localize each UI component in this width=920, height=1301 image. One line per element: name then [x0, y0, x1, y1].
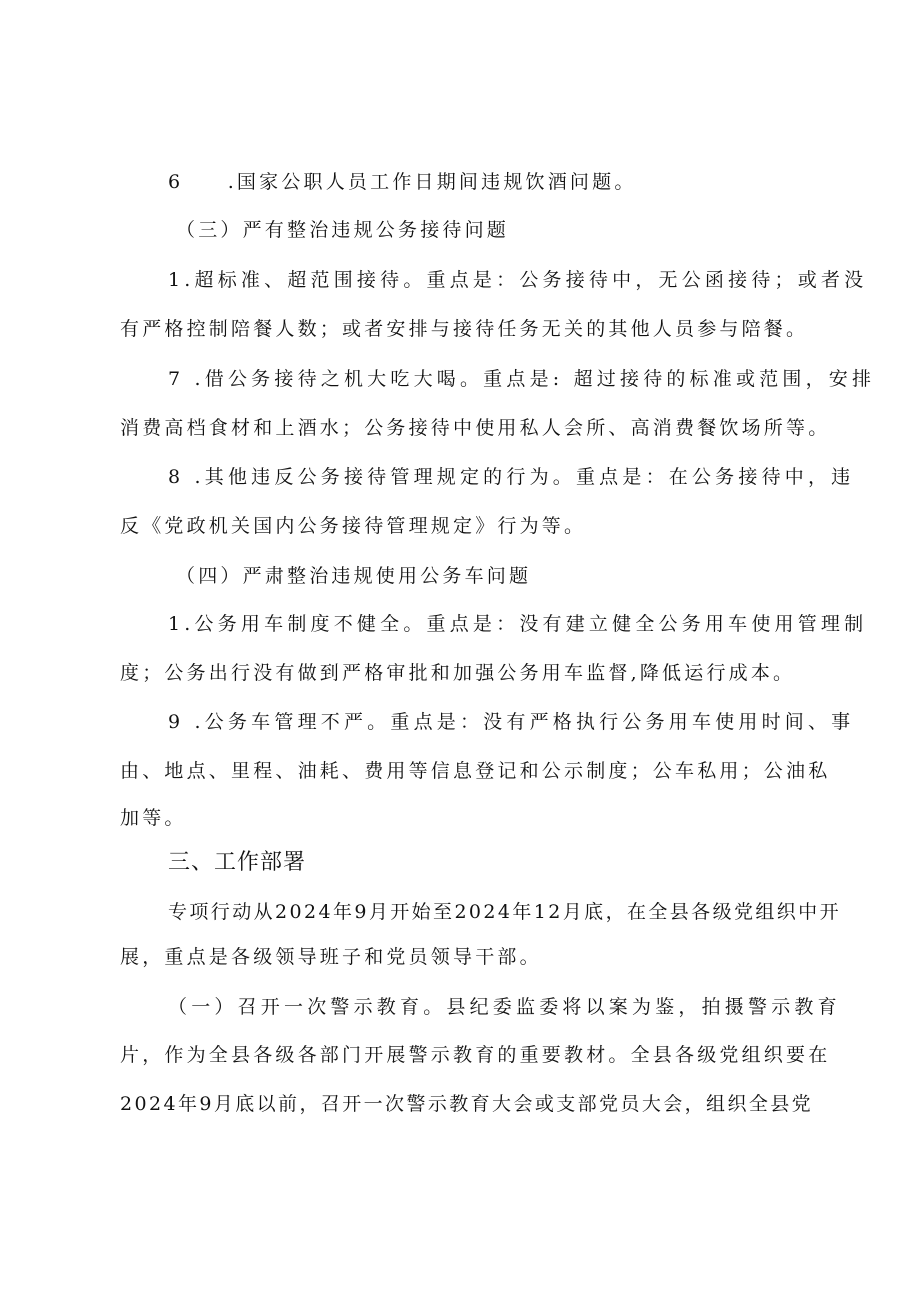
paragraph-line: 展，重点是各级领导班子和党员领导干部。: [120, 946, 542, 968]
paragraph-line: 8 .其他违反公务接待管理规定的行为。重点是：在公务接待中，违: [168, 466, 855, 488]
section-heading-4: （四）严肃整治违规使用公务车问题: [176, 565, 532, 587]
paragraph-line: 9 .公务车管理不严。重点是：没有严格执行公务用车使用时间、事: [168, 711, 855, 733]
paragraph-line: （一）召开一次警示教育。县纪委监委将以案为鉴，拍摄警示教育: [168, 996, 841, 1018]
paragraph-line: 1.超标准、超范围接待。重点是：公务接待中，无公函接待；或者没: [168, 269, 868, 291]
paragraph-line: 7 .借公务接待之机大吃大喝。重点是: 超过接待的标准或范围，安排: [168, 368, 876, 390]
paragraph-line: 有严格控制陪餐人数；或者安排与接待任务无关的其他人员参与陪餐。: [120, 318, 809, 340]
section-title-work-deployment: 三、工作部署: [168, 850, 307, 875]
paragraph-line: 加等。: [120, 807, 187, 829]
paragraph-line: 反《党政机关国内公务接待管理规定》行为等。: [120, 515, 587, 537]
paragraph-line: 度；公务出行没有做到严格审批和加强公务用车监督,降低运行成本。: [120, 662, 796, 684]
paragraph-line: 片，作为全县各级各部门开展警示教育的重要教材。全县各级党组织要在: [120, 1044, 831, 1066]
paragraph-line: 由、地点、里程、油耗、费用等信息登记和公示制度；公车私用；公油私: [120, 760, 831, 782]
paragraph-line: 消费高档食材和上酒水；公务接待中使用私人会所、高消费餐饮场所等。: [120, 417, 831, 439]
paragraph-line: 专项行动从2024年9月开始至2024年12月底，在全县各级党组织中开: [168, 901, 841, 923]
section-heading-3: （三）严有整治违规公务接待问题: [176, 219, 510, 241]
list-item-6: 6 .国家公职人员工作日期间违规饮酒问题。: [168, 171, 637, 193]
paragraph-line: 2024年9月底以前，召开一次警示教育大会或支部党员大会，组织全县党: [120, 1093, 814, 1115]
paragraph-line: 1.公务用车制度不健全。重点是：没有建立健全公务用车使用管理制: [168, 613, 868, 635]
